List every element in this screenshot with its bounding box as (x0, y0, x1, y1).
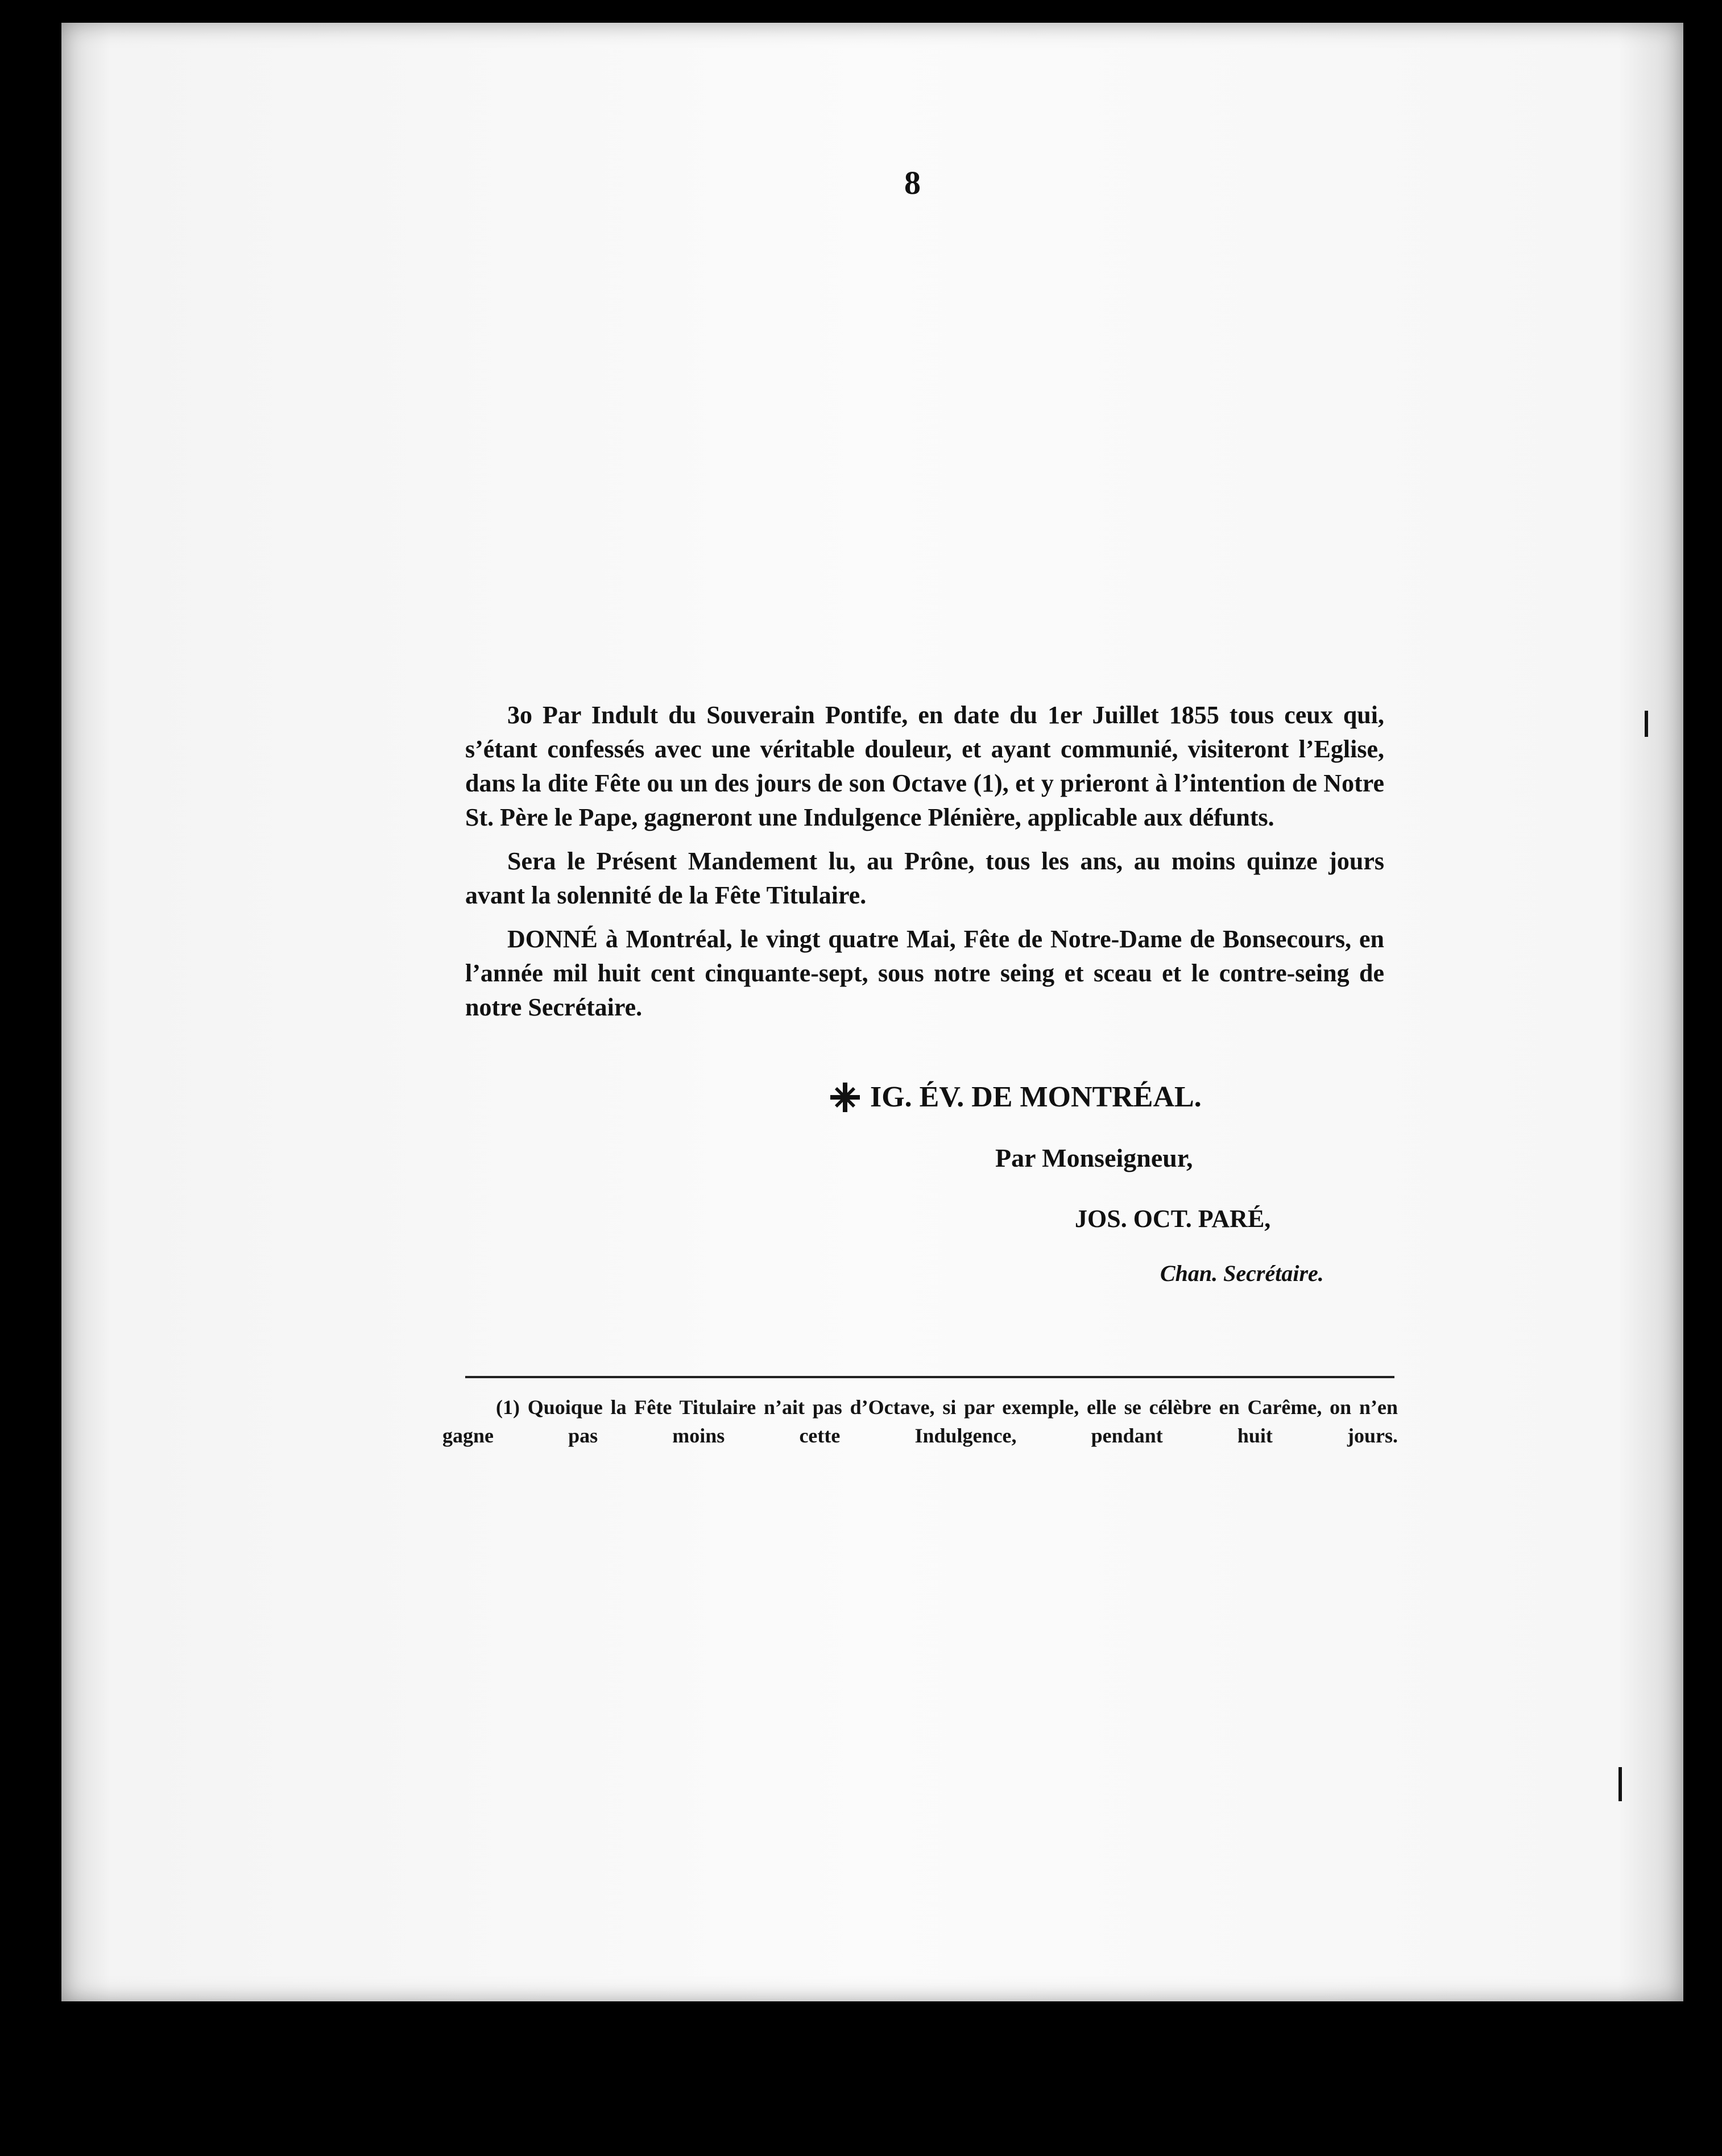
footnote-text: (1) Quoique la Fête Titulaire n’ait pas d’Octave, si par exemple, elle se célèbre en Carême, on n’en gagne pas moins cette Indulgence, pendant huit jours. (442, 1396, 1398, 1447)
footnote (442, 1393, 1398, 1450)
scan-mark (1618, 1767, 1622, 1801)
bishop-signature-text: IG. ÉV. DE MONTRÉAL. (870, 1081, 1202, 1113)
secretary-name: JOS. OCT. PARÉ, (1075, 1205, 1271, 1233)
maltese-cross-icon (830, 1083, 860, 1112)
bishop-signature (830, 1080, 1202, 1114)
par-monseigneur: Par Monseigneur, (995, 1143, 1193, 1172)
paragraph-indulgence: 3o Par Indult du Souverain Pontife, en date du 1er Juillet 1855 tous ceux qui, s’étant confessés avec une véritable douleur, et ayant communié, visiteront l’Eglise, dans la dite Fête ou un des jours de son Octave (1), et y prieront à l’intention de Notre St. Père le Pape, gagneront une Indulgence Plénière, applicable aux défunts. (465, 701, 1384, 831)
page-number: 8 (904, 164, 921, 201)
paragraph-reading-instruction: Sera le Présent Mandement lu, au Prône, tous les ans, au moins quinze jours avant la solennité de la Fête Titulaire. (465, 847, 1384, 909)
mandement-body (465, 698, 1384, 1034)
footnote-divider (465, 1376, 1394, 1378)
secretary-title: Chan. Secrétaire. (1160, 1261, 1324, 1286)
scan-mark (1645, 711, 1648, 737)
paragraph-given-at: DONNÉ à Montréal, le vingt quatre Mai, Fête de Notre-Dame de Bonsecours, en l’année mil huit cent cinquante-sept, sous notre seing et sceau et le contre-seing de notre Secrétaire. (465, 925, 1384, 1021)
